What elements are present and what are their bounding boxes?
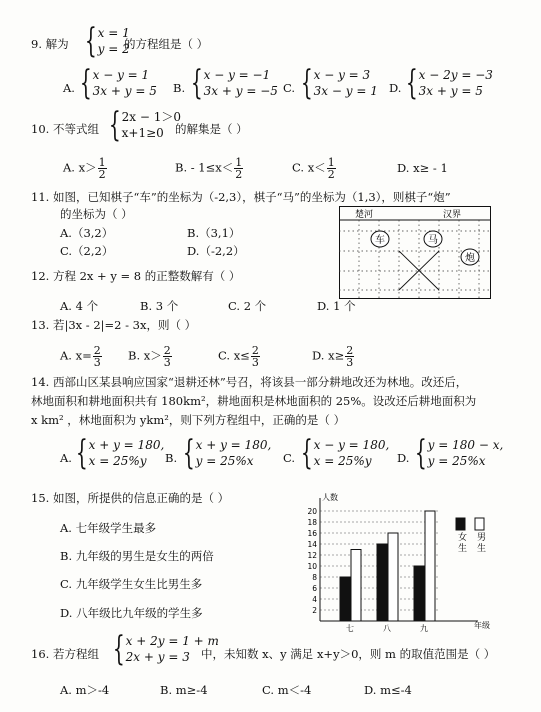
q9-d-line: x − 2y = −3 — [418, 68, 493, 82]
piece-che — [371, 231, 389, 247]
q10-b-text: B. - 1≤x＜ — [175, 160, 234, 175]
q16-stem-tail: 中，未知数 x、y 满足 x+y＞0，则 m 的取值范围是（ ） — [201, 647, 496, 661]
chart-x-ticks — [346, 623, 428, 633]
bar-male-7 — [351, 550, 361, 622]
q10-option-a — [63, 157, 108, 180]
q10-option-b — [175, 157, 244, 180]
fraction: $\frac{2}{3}$ — [93, 344, 101, 369]
q10-stem-tail: 的解集是（ ） — [175, 122, 248, 136]
y-tick-label: 6 — [312, 584, 317, 593]
q12-option-a: A. 4 个 — [60, 299, 99, 313]
legend-female-label: 女生 — [458, 533, 468, 554]
q12-option-c: C. 2 个 — [228, 299, 267, 313]
chess-board-figure — [339, 206, 492, 300]
q14-line1: 14. 西部山区某县响应国家“退耕还林”号召，将该县一部分耕地改还为林地。改还后， — [31, 375, 468, 389]
y-tick-label: 16 — [307, 529, 317, 538]
q16-option-d: D. m≤-4 — [364, 683, 412, 697]
q11-option-b: B.（3,1） — [187, 226, 241, 240]
q9-b-line: x − y = −1 — [203, 68, 271, 82]
q9-solution-line: y = 2 — [97, 42, 130, 56]
q9-option-b-label: B. — [173, 81, 186, 95]
q14-option-c: { x − y = 180, x = 25%y — [300, 433, 390, 473]
q13-option-a — [60, 345, 103, 368]
q9-option-d-label: D. — [389, 81, 402, 95]
fraction: $\frac{1}{2}$ — [235, 156, 243, 181]
chart-y-ticks — [307, 507, 317, 615]
q14-option-b-label: B. — [165, 451, 178, 465]
q14-option-a: { x + y = 180, x = 25%y — [75, 433, 165, 473]
brace-icon: { — [84, 21, 97, 61]
bar-female-9 — [414, 566, 424, 621]
legend-male-swatch — [475, 518, 484, 530]
q10-number: 10. 不等式组 — [31, 122, 99, 136]
q10-option-d: D. x≥ - 1 — [397, 161, 448, 175]
fraction: $\frac{2}{3}$ — [251, 344, 259, 369]
q10-line: x+1≥0 — [121, 126, 164, 140]
q15-option-b: B. 九年级的男生是女生的两倍 — [60, 549, 214, 563]
q14-c-line: x = 25%y — [313, 454, 372, 468]
x-axis-label: 年级 — [474, 621, 490, 630]
piece-ma — [424, 231, 442, 247]
y-tick-label: 14 — [307, 540, 317, 549]
q10-system: { 2x − 1＞0 x+1≥0 — [108, 105, 181, 145]
q11-option-d: D.（-2,2） — [187, 244, 245, 258]
y-tick-label: 2 — [312, 606, 317, 615]
q15-option-c: C. 九年级学生女生比男生多 — [60, 577, 203, 591]
q10-c-text: C. x＜ — [292, 160, 326, 175]
q9-c-line: 3x − y = 1 — [313, 84, 378, 98]
q13-stem: 13. 若|3x - 2|=2 - 3x，则（ ） — [31, 318, 197, 332]
q14-c-line: x − y = 180, — [313, 438, 390, 452]
q13-option-c — [218, 345, 261, 368]
river-left-label: 楚河 — [355, 210, 374, 220]
q13-a-text: A. x= — [60, 348, 92, 363]
x-tick-label: 九 — [420, 624, 428, 633]
y-tick-label: 8 — [312, 573, 317, 582]
q9-number: 9. 解为 — [31, 37, 69, 51]
river-right-label: 汉界 — [443, 210, 462, 220]
q11-line1: 11. 如图，已知棋子“车”的坐标为（-2,3），棋子“马”的坐标为（1,3），则棋子“炮” — [31, 190, 451, 204]
x-tick-label: 七 — [346, 624, 354, 633]
legend-male-label: 男生 — [477, 533, 487, 554]
piece-ma-label: 马 — [428, 235, 438, 246]
y-tick-label: 18 — [307, 518, 317, 527]
q14-option-d: { y = 180 − x, y = 25%x — [414, 433, 504, 473]
q13-c-text: C. x≤ — [218, 348, 250, 363]
q13-option-d — [312, 345, 355, 368]
q16-number: 16. 若方程组 — [31, 647, 99, 661]
fraction: $\frac{2}{3}$ — [346, 344, 354, 369]
q10-option-c — [292, 157, 337, 180]
q13-b-text: B. x＞ — [128, 348, 162, 363]
q9-option-a: { x − y = 1 3x + y = 5 — [79, 63, 157, 103]
q9-a-line: x − y = 1 — [92, 68, 150, 82]
q9-option-a-label: A. — [63, 81, 75, 95]
q14-option-b: { x + y = 180, y = 25%x — [182, 433, 272, 473]
q12-option-d: D. 1 个 — [317, 299, 356, 313]
fraction: $\frac{1}{2}$ — [98, 156, 106, 181]
q14-option-d-label: D. — [397, 451, 410, 465]
y-tick-label: 20 — [307, 507, 317, 516]
q16-system: { x + 2y = 1 + m 2x + y = 3 — [112, 629, 219, 669]
q9-d-line: 3x + y = 5 — [418, 84, 483, 98]
q16-option-a: A. m＞-4 — [60, 683, 110, 697]
q9-option-c: { x − y = 3 3x − y = 1 — [300, 63, 378, 103]
q14-option-c-label: C. — [283, 451, 296, 465]
q14-a-line: x = 25%y — [88, 454, 147, 468]
q11-option-a: A.（3,2） — [60, 226, 114, 240]
bar-female-7 — [340, 577, 350, 621]
q14-line3: x km² ，林地面积为 ykm²，则下列方程组中，正确的是（ ） — [31, 413, 346, 427]
piece-pao — [461, 249, 479, 265]
y-axis-label: 人数 — [322, 493, 338, 502]
legend-female-swatch — [456, 518, 465, 530]
bar-female-8 — [377, 544, 387, 621]
q16-line: 2x + y = 3 — [125, 650, 190, 664]
legend — [456, 518, 486, 554]
q14-d-line: y = 180 − x, — [427, 438, 504, 452]
q10-a-text: A. x＞ — [63, 160, 97, 175]
q9-option-b: { x − y = −1 3x + y = −5 — [190, 63, 278, 103]
chart-bars — [340, 511, 435, 621]
q9-a-line: 3x + y = 5 — [92, 84, 157, 98]
x-tick-label: 八 — [383, 624, 391, 633]
q16-option-c: C. m＜-4 — [262, 683, 312, 697]
q15-option-a: A. 七年级学生最多 — [60, 521, 157, 535]
q14-d-line: y = 25%x — [427, 454, 486, 468]
q16-line: x + 2y = 1 + m — [125, 634, 219, 648]
q14-b-line: y = 25%x — [195, 454, 254, 468]
q12-option-b: B. 3 个 — [140, 299, 179, 313]
q14-option-a-label: A. — [60, 451, 72, 465]
q12-stem: 12. 方程 2x + y = 8 的正整数解有（ ） — [31, 269, 241, 283]
q13-d-text: D. x≥ — [312, 348, 345, 363]
y-tick-label: 12 — [307, 551, 317, 560]
q15-bar-chart — [300, 492, 500, 636]
bar-male-9 — [425, 511, 435, 621]
q14-line2: 林地面积和耕地面积共有 180km²，耕地面积是林地面积的 25%。设改还后耕地面积为 — [31, 394, 477, 408]
q10-line: 2x − 1＞0 — [121, 110, 181, 124]
bar-male-8 — [388, 533, 398, 621]
q13-option-b — [128, 345, 173, 368]
piece-pao-label: 炮 — [465, 253, 475, 264]
q14-b-line: x + y = 180, — [195, 438, 272, 452]
fraction: $\frac{1}{2}$ — [327, 156, 335, 181]
y-tick-label: 4 — [312, 595, 317, 604]
piece-che-label: 车 — [375, 235, 385, 246]
q9-solution-system — [80, 21, 130, 61]
q15-option-d: D. 八年级比九年级的学生多 — [60, 606, 203, 620]
q9-c-line: x − y = 3 — [313, 68, 371, 82]
q14-a-line: x + y = 180, — [88, 438, 165, 452]
q9-option-c-label: C. — [283, 81, 296, 95]
q11-line2: 的坐标为（ ） — [60, 207, 133, 221]
fraction: $\frac{2}{3}$ — [163, 344, 171, 369]
y-tick-label: 10 — [307, 562, 317, 571]
q9-option-d: { x − 2y = −3 3x + y = 5 — [405, 63, 493, 103]
q15-stem: 15. 如图，所提供的信息正确的是（ ） — [31, 491, 230, 505]
q11-option-c: C.（2,2） — [60, 244, 114, 258]
q9-solution-line: x = 1 — [97, 26, 130, 40]
q9-b-line: 3x + y = −5 — [203, 84, 278, 98]
q16-option-b: B. m≥-4 — [160, 683, 208, 697]
q9-stem-tail: 的方程组是（ ） — [124, 37, 209, 51]
